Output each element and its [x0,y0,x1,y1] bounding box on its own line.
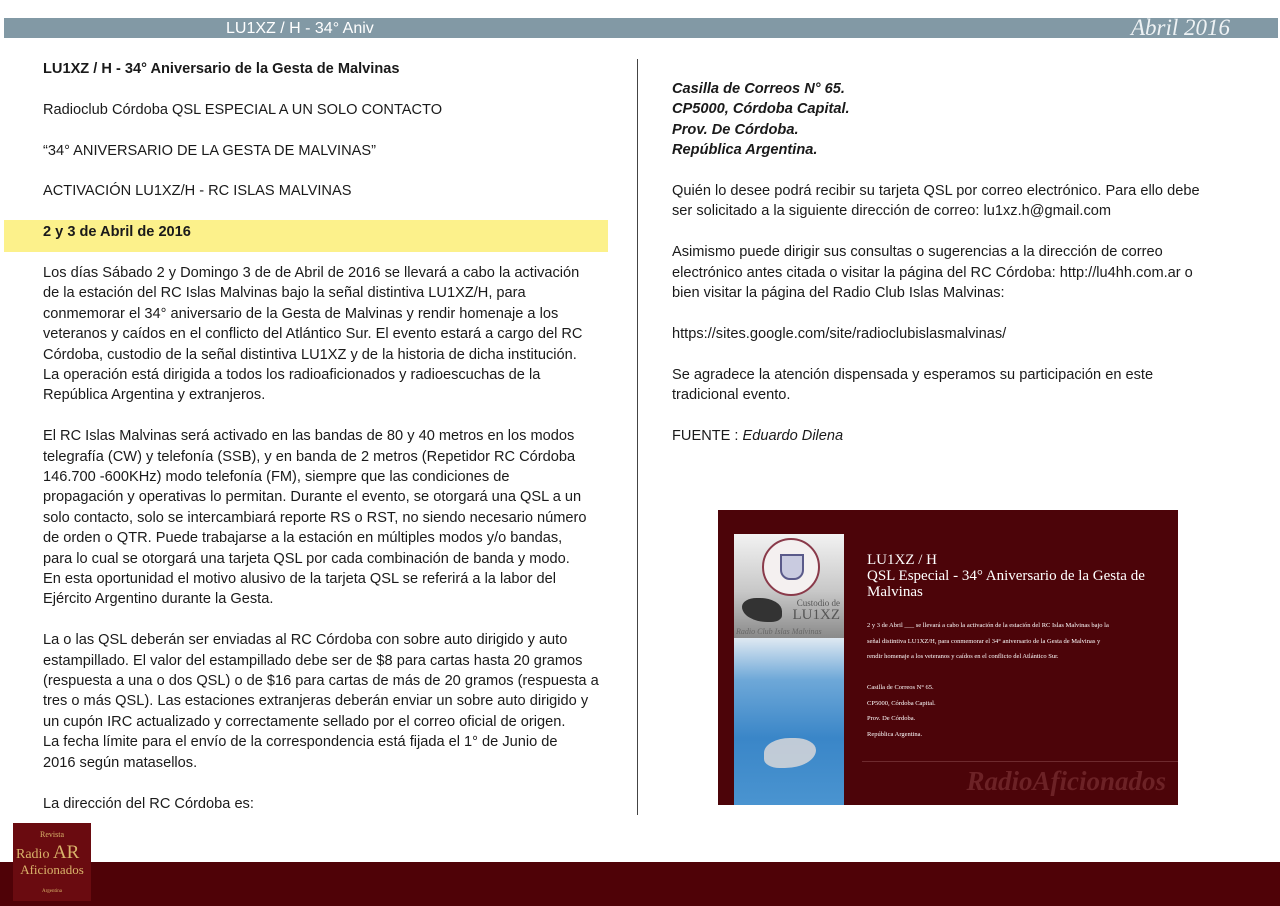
text-line: Los días Sábado 2 y Domingo 3 de de Abril de 2016 se llevará a cabo la activación [43,264,580,281]
left-column [43,59,608,814]
text-line: Asimismo puede dirigir sus consultas o sugerencias a la dirección de correo [672,244,1163,261]
text-line: telegrafía (CW) y telefonía (SSB), y en banda de 2 metros (Repetidor RC Córdoba [43,448,576,465]
qsl-brand-watermark: RadioAficionados [966,766,1166,796]
text-line: 2 y 3 de Abril ___ se llevará a cabo la activación de la estación del RC Islas Malvinas bajo la [867,622,1109,629]
text-line: conmemorar el 34° aniversario de la Gesta de Malvinas y rendir homenaje a los [43,305,559,322]
text-line: tres o más QSL). Las estaciones extranjeras deberán enviar un sobre auto dirigido y [43,693,589,710]
source-label: FUENTE : [672,427,743,444]
address-line: República Argentina. [672,142,818,159]
source-name: Eduardo Dilena [742,427,844,444]
source-credit [672,426,1232,446]
header-date: Abril 2016 [1130,15,1230,40]
logo-radio-ar [16,842,80,863]
logo-aficionados: Aficionados [20,862,84,877]
text-line: señal distintiva LU1XZ/H, para conmemorar el 34° aniversario de la Gesta de Malvinas y [867,637,1101,645]
activation-line: ACTIVACIÓN LU1XZ/H - RC ISLAS MALVINAS [43,183,352,200]
address-line: CP5000, Córdoba Capital. [672,101,850,118]
logo-revista: Revista [40,830,64,839]
paragraph-contact [672,242,1232,303]
logo-ar: AR [52,842,80,863]
custodio-callsign: LU1XZ [792,607,840,623]
paragraph-qsl-shipping [43,630,608,773]
text-line: Ejército Argentino durante la Gesta. [43,591,274,608]
article-quote: “34° ANIVERSARIO DE LA GESTA DE MALVINAS” [43,142,376,159]
logo-country: Argentina [42,889,62,894]
paragraph-email-qsl [672,181,1232,222]
text-line: En esta oportunidad el motivo alusivo de la tarjeta QSL se referirá a la labor del [43,571,556,588]
text-line: Quién lo desee podrá recibir su tarjeta QSL por correo electrónico. Para ello debe [672,183,1200,200]
custodio-label: Custodio de [796,598,840,608]
text-line: Córdoba, custodio de la señal distintiva LU1XZ y de la historia de dicha institución. [43,346,577,363]
club-emblem-panel [734,534,844,638]
shield-icon [780,554,804,580]
header-title: LU1XZ / H - 34° Aniv [226,20,374,37]
address-intro: La dirección del RC Córdoba es: [43,795,254,812]
right-column [672,79,1232,446]
footer-bar [0,862,1280,906]
address-line: Casilla de Correos N° 65. [867,684,934,691]
text-line: estampillado. El valor del estampillado debe ser de $8 para cartas hasta 20 gramos [43,652,583,669]
text-line: un cupón IRC actualizado y correctamente sellado por el correo oficial de origen. [43,713,566,730]
text-line: rendir homenaje a los veteranos y caídos en el conflicto del Atlántico Sur. [867,653,1059,660]
text-line: República Argentina y extranjeros. [43,387,266,404]
text-line: electrónico antes citada o visitar la página del RC Córdoba: http://lu4hh.com.ar o [672,264,1193,281]
text-line: de orden o QTR. Puede trabajarse a la estación en múltiples modos y/o bandas, [43,530,563,547]
text-line: La o las QSL deberán ser enviadas al RC Córdoba con sobre auto dirigido y auto [43,632,568,649]
text-line: para lo cual se otorgará una tarjeta QSL por cada combinación de banda y modo. [43,550,570,567]
qsl-divider [862,761,1178,762]
header-bar [4,18,1278,38]
malvinas-map-icon [742,598,782,622]
club-website-link[interactable]: https://sites.google.com/site/radioclubislasmalvinas/ [672,325,1007,342]
text-line: (respuesta a una o dos QSL) o de $16 para cartas de más de 20 gramos (respuesta a [43,673,599,690]
text-line: propagación y operativas lo permitan. Durante el evento, se otorgará una QSL a un [43,489,582,506]
text-line: ser solicitado a la siguiente dirección de correo: lu1xz.h@gmail.com [672,203,1112,220]
mailing-address [672,79,1232,161]
club-name: Radio Club Islas Malvinas [736,627,822,636]
radio-club-cordoba-emblem-icon [762,538,820,596]
address-line: Casilla de Correos N° 65. [672,81,845,97]
qsl-title-subtitle: QSL Especial - 34° Aniversario de la Gesta de Malvinas [867,568,1145,600]
text-line: Se agradece la atención dispensada y esperamos su participación en este [672,366,1154,383]
address-line: Prov. De Córdoba. [672,121,799,138]
address-line: Prov. De Córdoba. [867,715,916,722]
text-line: de la estación del RC Islas Malvinas bajo la señal distintiva LU1XZ/H, para [43,285,526,302]
text-line: La operación está dirigida a todos los radioaficionados y radioescuchas de la [43,367,541,384]
earth-view-image [734,638,844,805]
text-line: tradicional evento. [672,387,791,404]
text-line: La fecha límite para el envío de la correspondencia está fijada el 1° de Junio de [43,734,558,751]
text-line: 146.700 -600KHz) modo telefonía (FM), siempre que las condiciones de [43,469,510,486]
article-headline: LU1XZ / H - 34° Aniversario de la Gesta de Malvinas [43,61,400,77]
text-line: El RC Islas Malvinas será activado en las bandas de 80 y 40 metros en los modos [43,428,575,445]
text-line: veteranos y caídos en el conflicto del Atlántico Sur. El evento estará a cargo del RC [43,326,583,343]
address-line: República Argentina. [867,730,923,738]
logo-radio: Radio [16,847,50,862]
text-line: 2016 según matasellos. [43,754,198,771]
address-line: CP5000, Córdoba Capital. [867,699,936,707]
islands-satellite-icon [764,738,816,768]
text-line: bien visitar la página del Radio Club Islas Malvinas: [672,285,1005,302]
event-date: 2 y 3 de Abril de 2016 [43,224,191,241]
paragraph-thanks [672,365,1232,406]
paragraph-intro [43,263,608,406]
qsl-body [867,618,1167,742]
column-divider [637,59,638,815]
magazine-logo [13,823,91,901]
article-subtitle: Radioclub Córdoba QSL ESPECIAL A UN SOLO CONTACTO [43,101,443,118]
paragraph-bands [43,426,608,610]
qsl-title-callsign: LU1XZ / H [867,552,937,568]
qsl-card-image [718,510,1178,805]
qsl-title [867,552,1167,600]
text-line: solo contacto, solo se intercambiará reporte RS o RST, no siendo necesario número [43,509,587,526]
